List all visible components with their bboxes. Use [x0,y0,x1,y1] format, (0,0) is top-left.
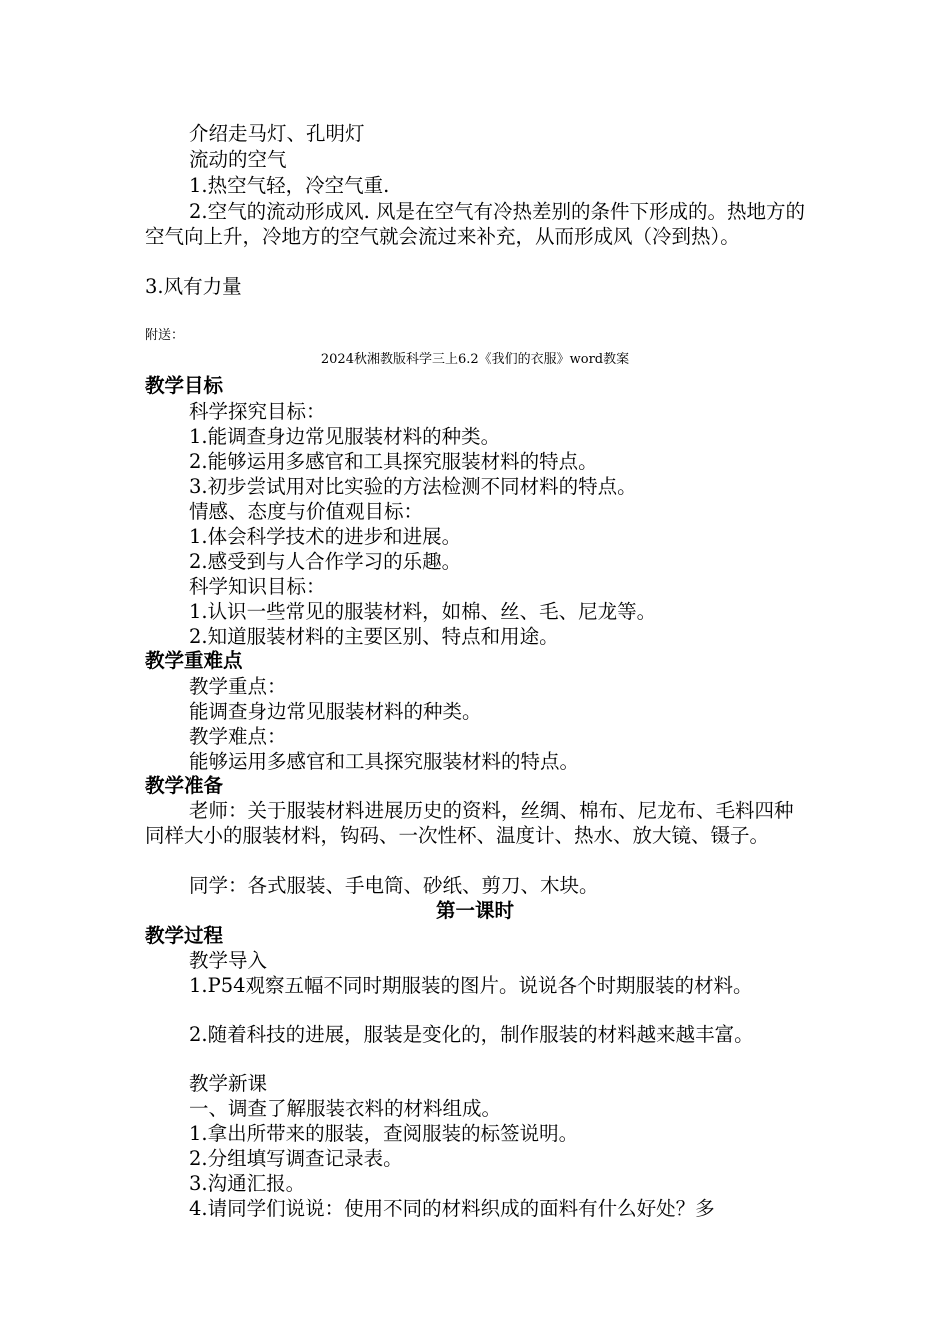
document-title: 2024秋湘教版科学三上6.2《我们的衣服》word教案 [320,352,630,367]
text-line: 教学重点： [189,675,287,698]
text-line: 教学难点： [189,725,287,748]
text-line: 3.沟通汇报。 [189,1172,306,1195]
text-line: 1.认识一些常见的服装材料，如棉、丝、毛、尼龙等。 [189,600,657,623]
text-line: 2.感受到与人合作学习的乐趣。 [189,550,462,573]
paragraph: 老师：关于服装材料进展历史的资料，丝绸、棉布、尼龙布、毛料四种同样大小的服装材料，钩码、一次性杯、温度计、热水、放大镜、镊子。 [145,799,794,847]
text-line: 1.拿出所带来的服装，查阅服装的标签说明。 [189,1122,579,1145]
text-line: 2.分组填写调查记录表。 [189,1147,403,1170]
text-line: 教学导入 [189,949,268,972]
text-line: 科学探究目标： [189,400,326,423]
text-line: 流动的空气 [189,148,287,171]
section-heading: 教学过程 [145,924,224,947]
section-heading: 教学重难点 [145,649,243,672]
section-heading: 教学目标 [145,374,224,397]
text-line: 一、调查了解服装衣料的材料组成。 [189,1097,502,1120]
appendix-label: 附送： [145,328,185,343]
text-line: 能够运用多感官和工具探究服装材料的特点。 [189,750,580,773]
paragraph: 2.随着科技的进展，服装是变化的，制作服装的材料越来越丰富。 [189,1023,754,1046]
text-line: 1.能调查身边常见服装材料的种类。 [189,425,501,448]
text-line: 4.请同学们说说：使用不同的材料织成的面料有什么好处？多 [189,1197,715,1220]
text-line: 2.知道服装材料的主要区别、特点和用途。 [189,625,559,648]
text-line: 介绍走马灯、孔明灯 [189,122,365,145]
text-line: 同学：各式服装、手电筒、砂纸、剪刀、木块。 [189,874,599,897]
lesson-title: 第一课时 [435,899,514,922]
text-line: 教学新课 [189,1072,268,1095]
text-line: 能调查身边常见服装材料的种类。 [189,700,482,723]
text-line: 科学知识目标： [189,575,326,598]
text-line: 2.能够运用多感官和工具探究服装材料的特点。 [189,450,598,473]
text-line: 情感、态度与价值观目标： [189,500,424,523]
text-line: 3.风有力量 [145,275,242,298]
text-line: 3.初步尝试用对比实验的方法检测不同材料的特点。 [189,475,637,498]
text-line: 1.体会科学技术的进步和进展。 [189,525,462,548]
paragraph: 1.P54观察五幅不同时期服装的图片。说说各个时期服装的材料。 [189,974,753,997]
section-heading: 教学准备 [145,774,224,797]
paragraph: 2.空气的流动形成风. 风是在空气有冷热差别的条件下形成的。热地方的空气向上升，冷地方的空气就会流过来补充，从而形成风（冷到热）。 [145,200,806,248]
text-line: 1.热空气轻，冷空气重. [189,174,390,197]
